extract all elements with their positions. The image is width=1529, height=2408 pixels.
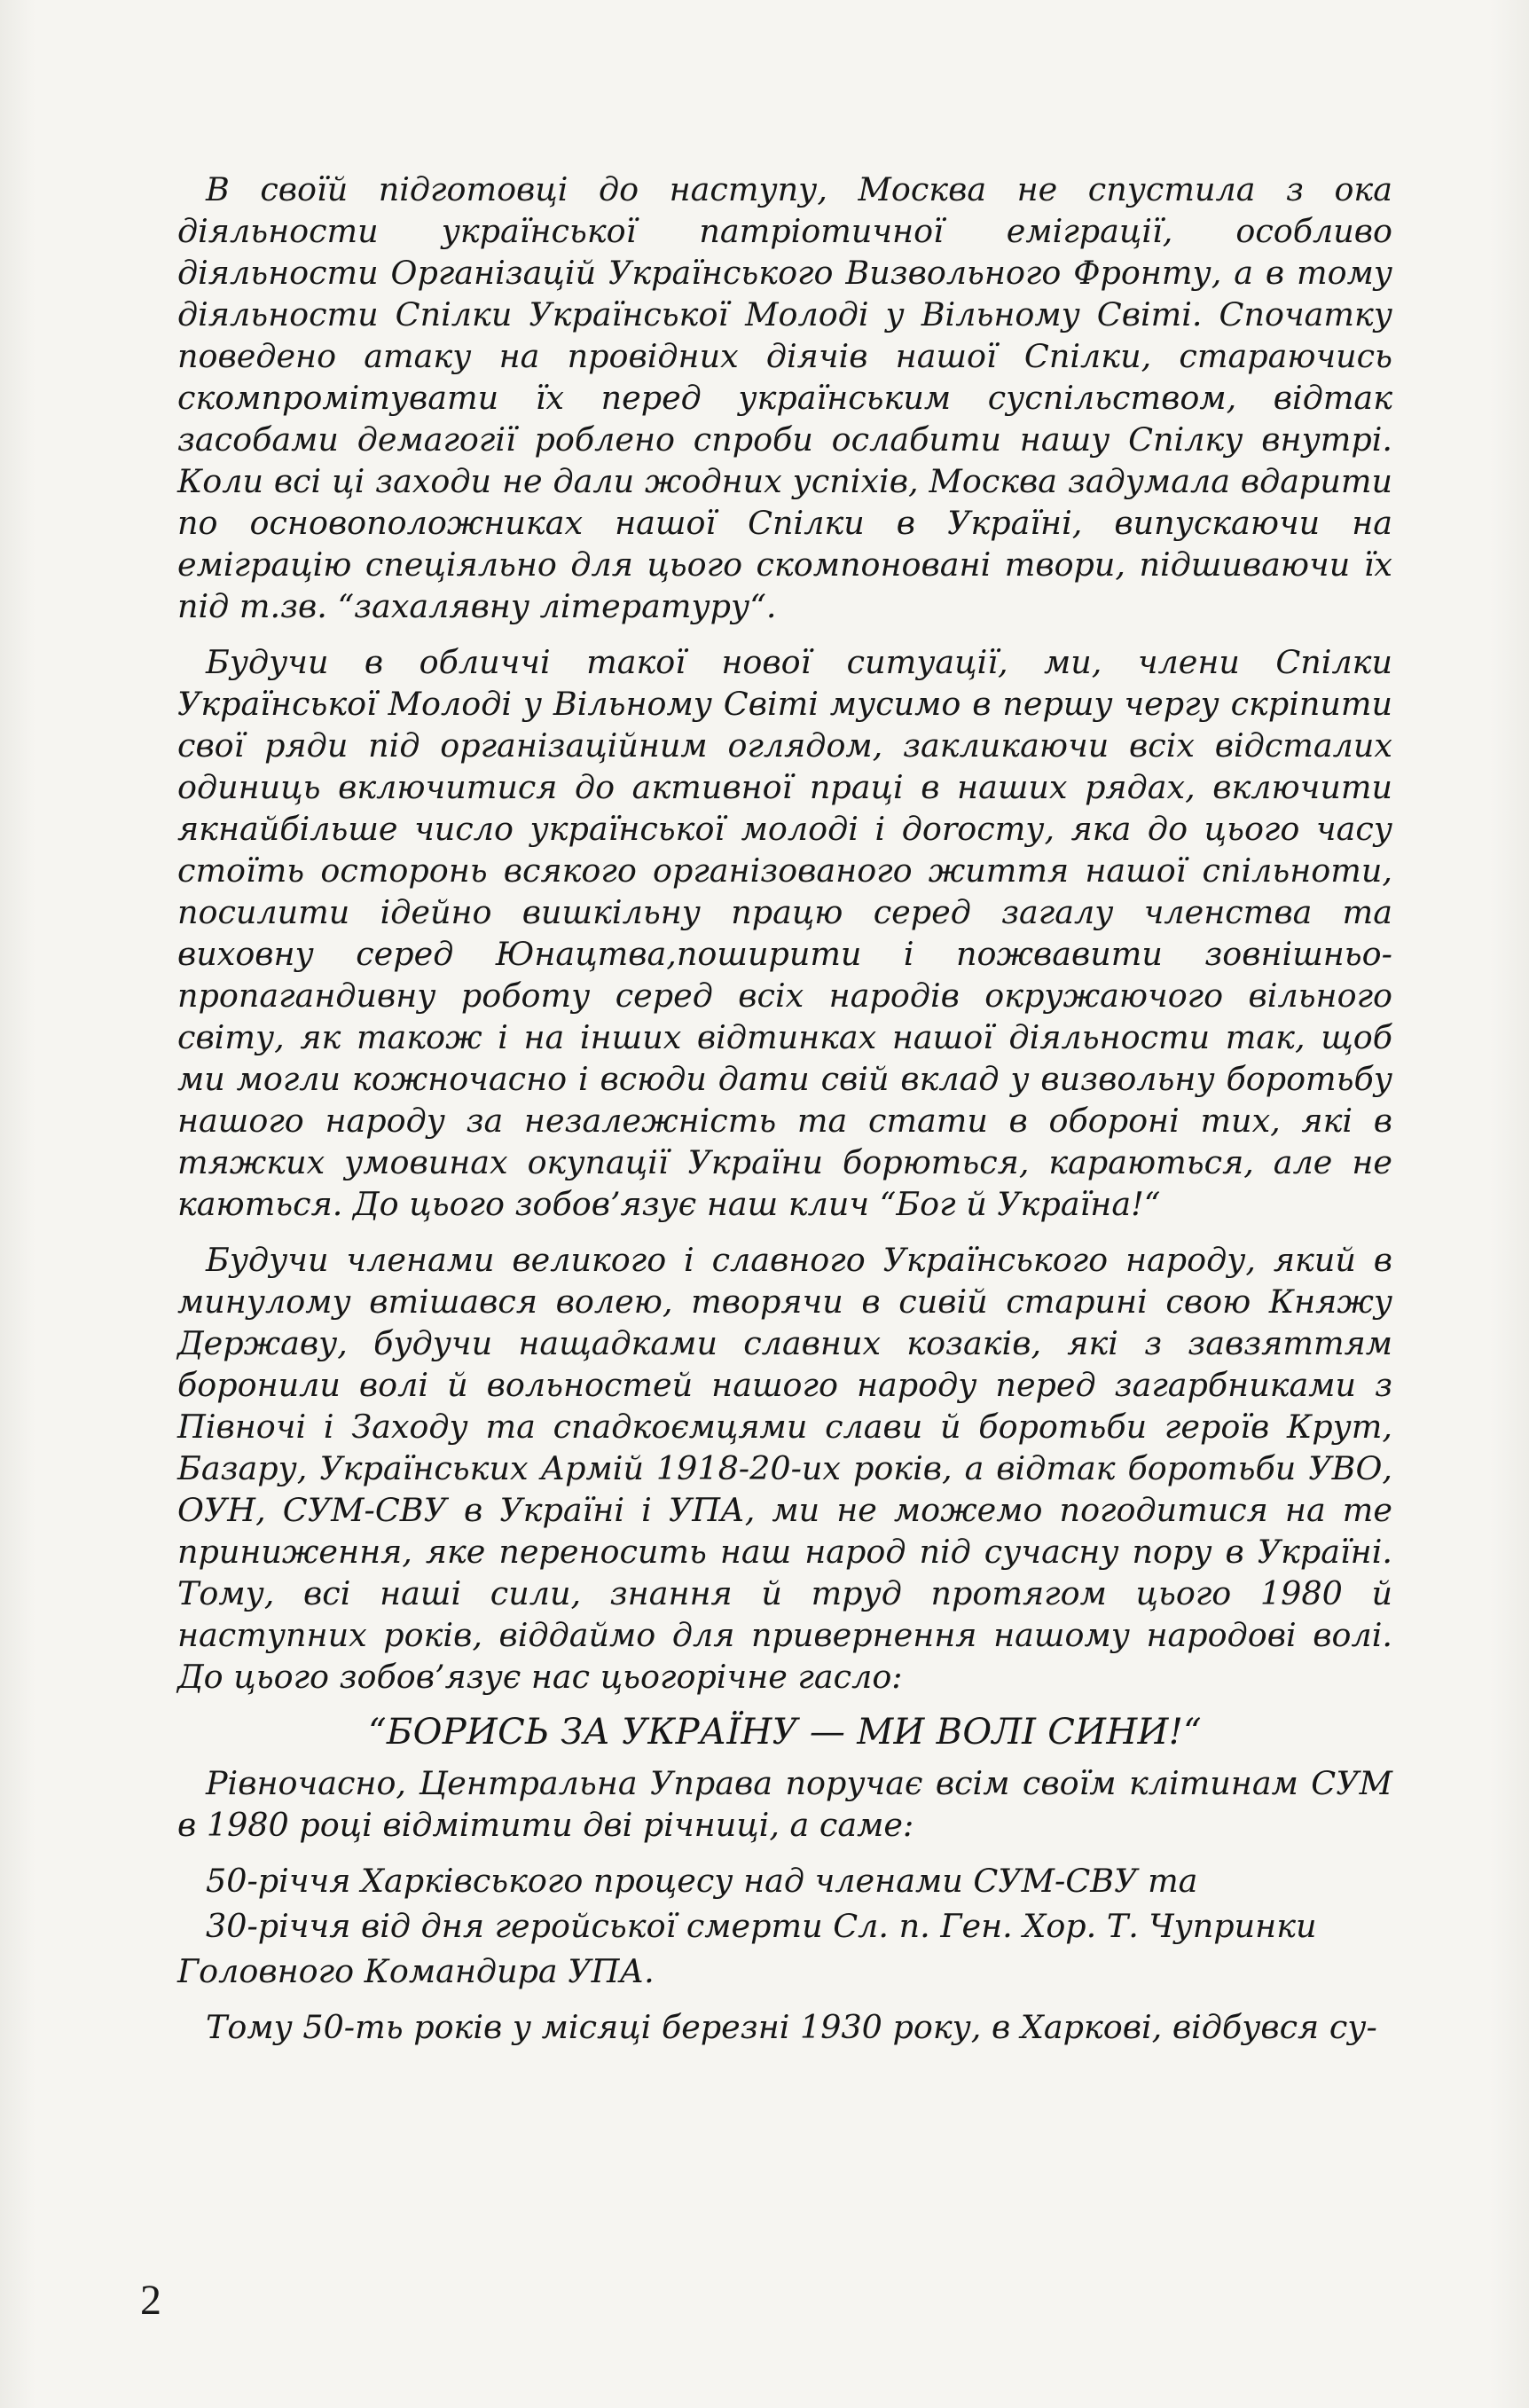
page-number: 2 bbox=[140, 2277, 161, 2324]
paragraph-announcement: Рівночасно, Центральна Управа поручає всім своїм клітинам СУМ в 1980 році відмітити дві річниці, а саме: bbox=[177, 1764, 1392, 1844]
paragraph-closing: Тому 50-ть років у місяці березні 1930 року, в Харкові, відбувся су- bbox=[206, 2008, 1377, 2046]
paragraph-situation: Будучи в обличчі такої нової ситуації, ми, члени Спілки Української Молоді у Вільному Світі мусимо в першу чергу скріпити свої ряди під організаційним оглядом, закликаючи всіх відсталих одиниць включитися до активної праці в наших рядах, включити якнайбільше число української молоді і дorосту, яка до цього часу стоїть осторонь всякого організованого життя нашої спільноти, посилити ідейно вишкільну працю серед загалу членства та виховну серед Юнацтва,поширити і пожвавити зовнішньо-пропагандивну роботу серед всіх народів окружаючого вільного світу, як також і на інших відтинках нашої діяльности так, щоб ми могли кожночасно і всюди дати свій вклад у визвольну боротьбу нашого народу за незалежність та стати в обороні тих, які в тяжких умовинах окупації України борються, караються, але не каються. До цього зобов’язує наш клич “Бог й Україна!“ bbox=[177, 643, 1392, 1223]
anniversary-second-cont: Головного Командира УПА. bbox=[177, 1952, 655, 1990]
paragraph-nation: Будучи членами великого і славного Українського народу, який в минулому втішався волею, творячи в сивій старині свою Княжу Державу, будучи нащадками славних козаків, які з завзяттям боронили волі й вольностей нашого народу перед загарбниками з Півночі і Заходу та спадкоємцями слави й боротьби героїв Крут, Базару, Українських Армій 1918-20-их років, а відтак боротьби УВО, ОУН, СУМ-СВУ в Україні і УПА, ми не можемо погодитися на те приниження, яке переносить наш народ під сучасну пору в Україні. Тому, всі наші сили, знання й труд протягом цього 1980 й наступних років, віддаймо для привернення нашому народові волі. До цього зобов’язує нас цьогорічне гасло: bbox=[177, 1241, 1392, 1696]
anniversary-first: 50-річчя Харківського процесу над членами СУМ-СВУ та bbox=[206, 1862, 1198, 1900]
paragraph-intro: В своїй підготовці до наступу, Москва не спустила з ока діяльности української патріотичної еміграції, особливо діяльности Організацій Українського Визвольного Фронту, а в тому діяльности Спілки Української Молоді у Вільному Світі. Спочатку поведено атаку на провідних діячів нашої Спілки, старaючись скомпромітувати їх перед українським суспільством, відтак засобами демагогії роблено спроби ослабити нашу Спілку внутрі. Коли всі ці заходи не дали жодних успіхів, Москва задумала вдарити по основоположниках нашої Спілки в Україні, випускаючи на еміграцію спеціяльно для цього скомпоновані твори, підшиваючи їх під т.зв. “захалявну літературу“. bbox=[177, 170, 1392, 625]
slogan: “БОРИСЬ ЗА УКРАЇНУ — МИ ВОЛІ СИНИ!“ bbox=[368, 1712, 1202, 1753]
anniversary-second: 30-річчя від дня геройської смерти Сл. п. Ген. Хор. Т. Чупринки bbox=[206, 1907, 1317, 1945]
body-text bbox=[177, 169, 1392, 2062]
